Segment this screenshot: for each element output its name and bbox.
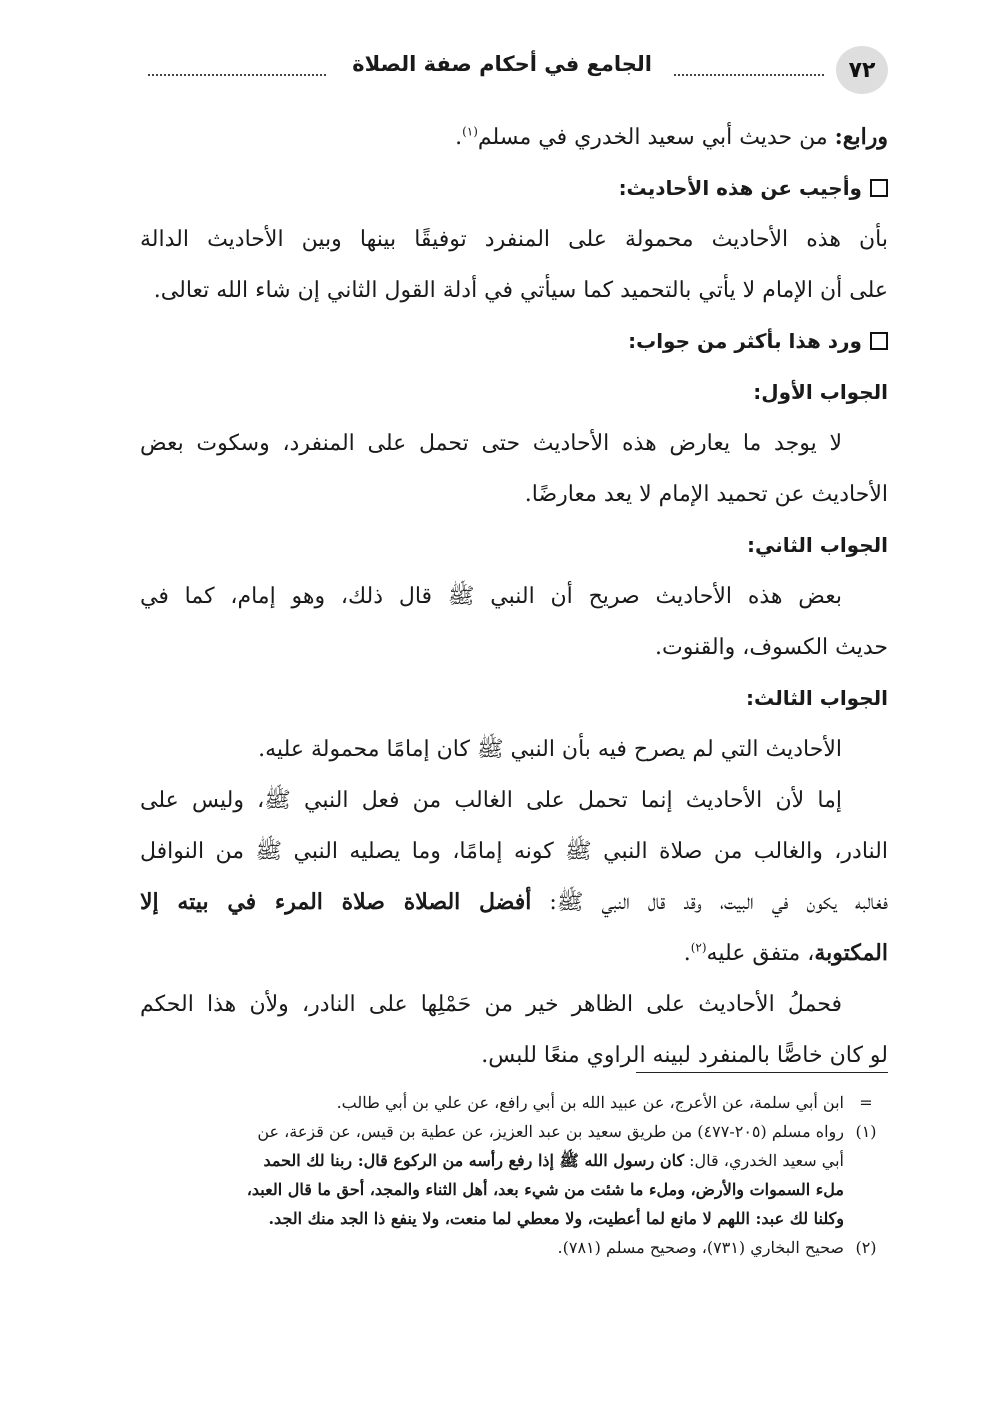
header-dotted-rule-left [148,74,326,76]
footnote-1-line: ملء السموات والأرض، وملء ما شئت من شيء بعد، أهل الثناء والمجد، أحق ما قال العبد، [246,1180,844,1199]
footnote-1-line [140,1146,888,1175]
header-dotted-rule-right [674,74,824,76]
footnote-2 [140,1233,888,1262]
footnote-marker: (١) [855,1122,877,1141]
text-span: . [683,941,691,966]
footnote-marker: = [859,1093,873,1112]
text-line: حديث الكسوف، والقنوت. [655,635,888,660]
text-line [140,877,888,928]
footnotes [140,1088,888,1262]
text-line [140,928,888,979]
answer-heading: الجواب الثاني: [746,533,888,557]
text-line: لو كان خاصًّا بالمنفرد لبينه الراوي منعًا للبس. [481,1043,888,1068]
footnote-continuation [140,1088,888,1117]
footnote-1 [140,1117,888,1146]
text-line: لا يوجد ما يعارض هذه الأحاديث حتى تحمل على المنفرد، وسكوت بعض [140,431,842,456]
footnote-text: رواه مسلم (٢٠٥-٤٧٧) من طريق سعيد بن عبد العزيز، عن عطية بن قيس، عن قزعة، عن [257,1122,844,1141]
text-line: بأن هذه الأحاديث محمولة على المنفرد توفيقًا بينها وبين الأحاديث الدالة [140,227,888,252]
footnote-quote: كان رسول الله ﷺ إذا رفع رأسه من الركوع قال: ربنا لك الحمد [263,1151,685,1170]
page-number: ٧٢ [836,46,888,94]
text-line: إما لأن الأحاديث إنما تحمل على الغالب من فعل النبي ﷺ، وليس على [140,788,842,813]
heading-text: وأجيب عن هذه الأحاديث: [618,176,862,200]
text-line: الأحاديث التي لم يصرح فيه بأن النبي ﷺ كان إمامًا محمولة عليه. [258,737,842,762]
text-span: . [455,125,463,150]
text-line: فحملُ الأحاديث على الظاهر خير من حَمْلِها على النادر، ولأن هذا الحكم [140,992,842,1017]
footnote-text: أبي سعيد الخدري، قال: [684,1151,844,1170]
text-line: على أن الإمام لا يأتي بالتحميد كما سيأتي في أدلة القول الثاني إن شاء الله تعالى. [153,278,888,303]
footnote-marker: (٢) [855,1238,877,1257]
checkbox-square-icon [870,332,888,350]
text-span: ، متفق عليه [706,941,815,966]
footnote-separator [636,1072,888,1073]
section-heading [140,163,888,214]
footnote-text: صحيح البخاري (٧٣١)، وصحيح مسلم (٧٨١). [557,1238,844,1257]
footnote-ref: (١) [462,124,478,139]
text-span: فغالبه يكون في البيت، وقد قال النبي ﷺ: [531,890,888,915]
footnote-1-line: وكلنا لك عبد: اللهم لا مانع لما أعطيت، ولا معطي لما منعت، ولا ينفع ذا الجد منك الجد. [268,1209,844,1228]
text-line: النادر، والغالب من صلاة النبي ﷺ كونه إمامًا، وما يصليه النبي ﷺ من النوافل [140,839,888,864]
footnote-text: ابن أبي سلمة، عن الأعرج، عن عبيد الله بن أبي رافع، عن علي بن أبي طالب. [336,1093,844,1112]
text-span: من حديث أبي سعيد الخدري في مسلم [477,125,835,150]
answer-heading: الجواب الأول: [753,380,888,404]
hadith-quote: المكتوبة [814,940,888,966]
section-heading [140,316,888,367]
checkbox-square-icon [870,179,888,197]
text-line: الأحاديث عن تحميد الإمام لا يعد معارضًا. [524,482,888,507]
footnote-ref: (٢) [690,940,707,955]
book-title: الجامع في أحكام صفة الصلاة [352,52,652,76]
page-header [140,44,888,96]
list-marker: ورابع: [834,124,888,150]
answer-heading: الجواب الثالث: [746,686,888,710]
main-text [140,112,888,1081]
heading-text: ورد هذا بأكثر من جواب: [628,329,862,353]
hadith-quote: أفضل الصلاة صلاة المرء في بيته إلا [140,889,532,915]
text-line: بعض هذه الأحاديث صريح أن النبي ﷺ قال ذلك، وهو إمام، كما في [140,584,842,609]
text-line [140,112,888,163]
